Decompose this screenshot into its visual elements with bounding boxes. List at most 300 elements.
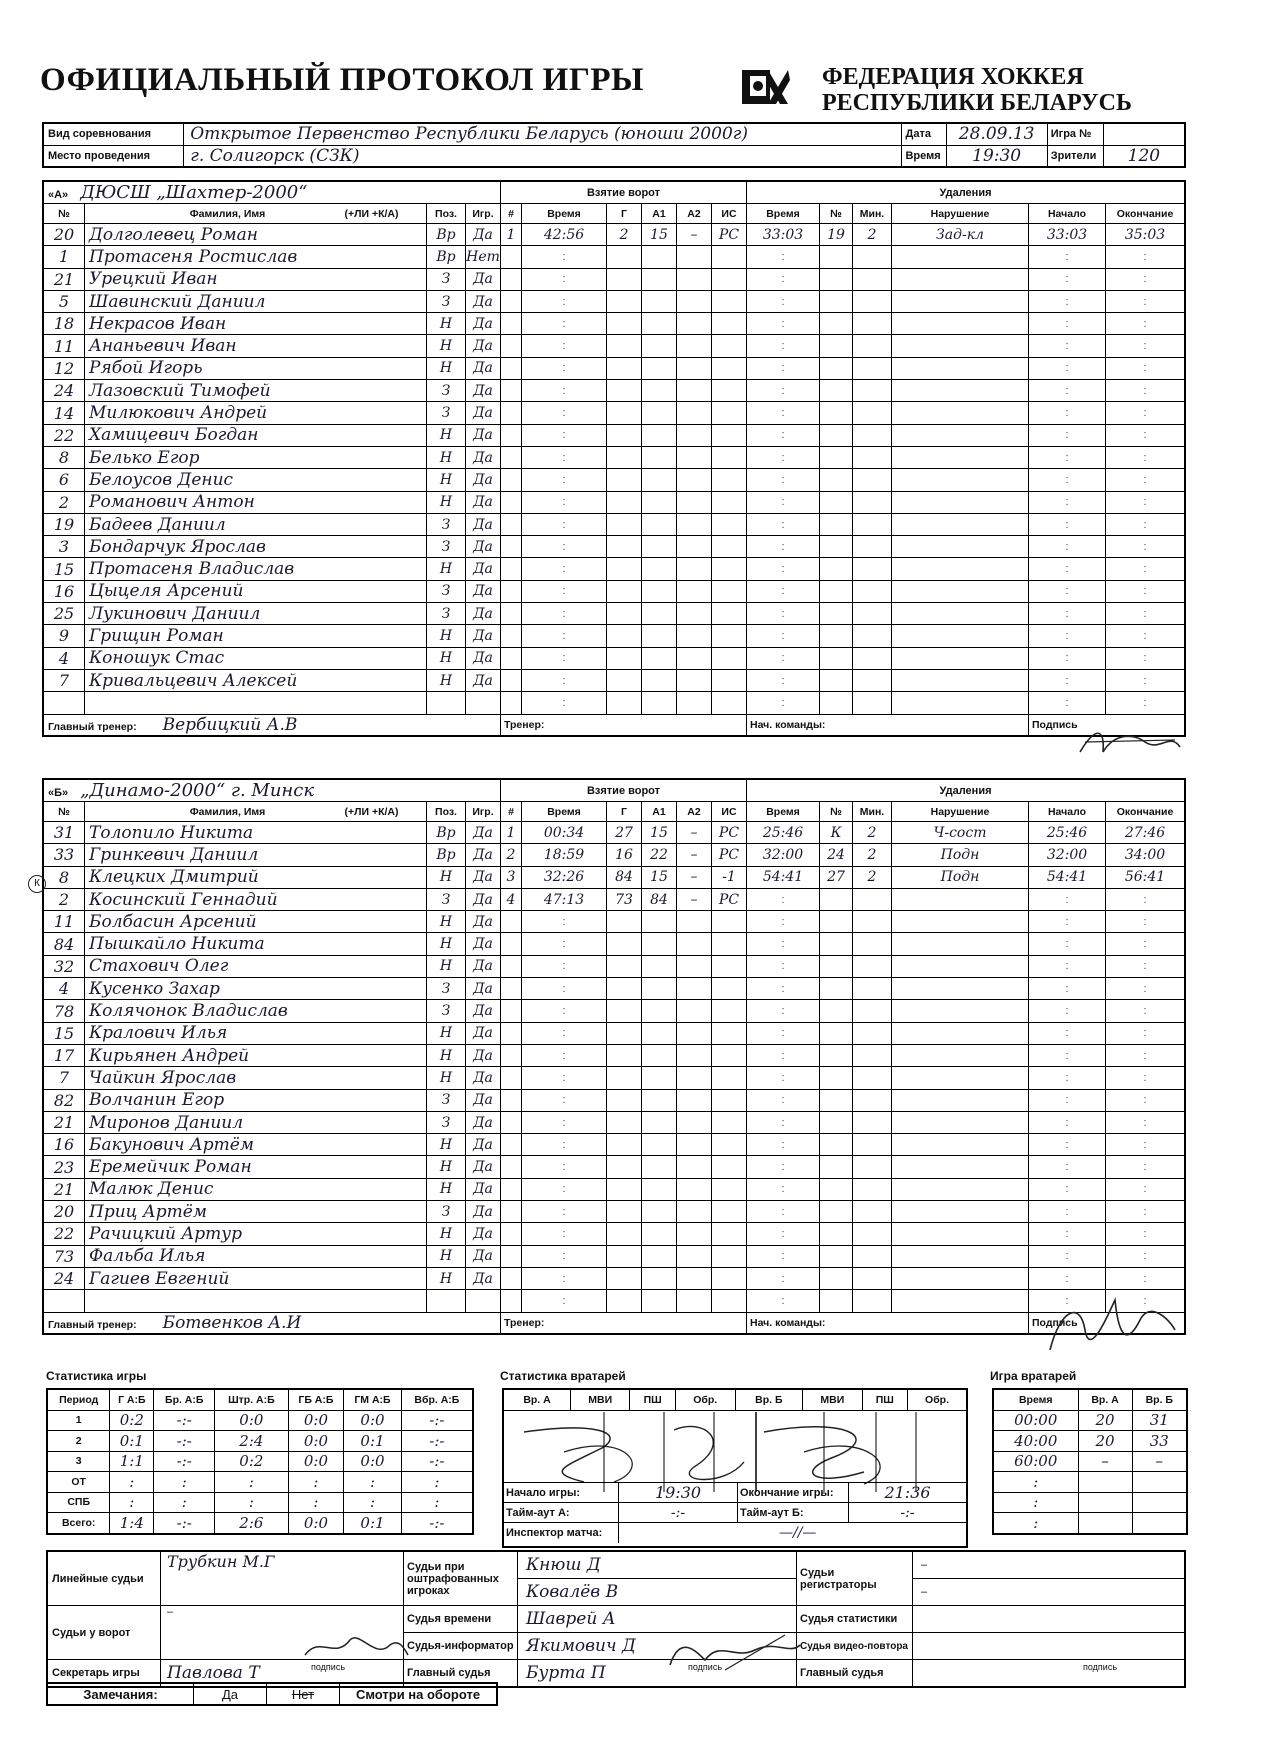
team_b-col-pos: Поз. — [427, 802, 466, 822]
goalie-play-row — [993, 1410, 1187, 1431]
player-name: Волчанин Егор — [85, 1089, 427, 1111]
player-number: 73 — [43, 1245, 85, 1267]
player-number: 31 — [43, 822, 85, 844]
player-played: Да — [466, 335, 501, 357]
goal-is — [712, 1290, 747, 1312]
game-stats-cell: СПБ — [47, 1492, 110, 1513]
goalie-stats-header: Вр. А — [504, 1390, 571, 1410]
game-stats-cell: 2:4 — [215, 1431, 288, 1452]
player-position — [427, 1290, 466, 1312]
protocol-title: ОФИЦИАЛЬНЫЙ ПРОТОКОЛ ИГРЫ — [40, 62, 644, 98]
penalty-start: : — [1029, 246, 1106, 268]
secretary-sign-label: подпись — [311, 1662, 346, 1672]
goal-time: 32:26 — [522, 866, 607, 888]
goal-a1 — [642, 1201, 677, 1223]
goal-is: РС — [712, 844, 747, 866]
game-stats-cell: : — [154, 1492, 215, 1513]
goal-is — [712, 1223, 747, 1245]
player-position: Н — [427, 669, 466, 691]
goal-idx — [501, 290, 522, 312]
player-name: Шавинский Даниил — [85, 290, 427, 312]
player-played: Да — [466, 1022, 501, 1044]
stats-judge-label: Судья статистики — [797, 1606, 913, 1633]
player-number: 15 — [43, 1022, 85, 1044]
date-label: Дата — [902, 123, 946, 145]
competition-value: Открытое Первенство Республики Беларусь (юноши 2000г) — [184, 123, 902, 145]
goal-time: : — [522, 513, 607, 535]
penalty-no — [820, 1089, 853, 1111]
goalie-stats-header: Вр. Б — [735, 1390, 803, 1410]
penalty-end: : — [1106, 1134, 1186, 1156]
penalty-end: : — [1106, 290, 1186, 312]
penalty-time: : — [747, 669, 820, 691]
penalty-time: : — [747, 603, 820, 625]
penalty-end: : — [1106, 692, 1186, 714]
player-name: Бакунович Артём — [85, 1134, 427, 1156]
federation-line-2: РЕСПУБЛИКИ БЕЛАРУСЬ — [822, 90, 1132, 116]
penalty-no — [820, 647, 853, 669]
team_b-pen-title: Удаления — [747, 779, 1186, 802]
goal-a2 — [677, 1044, 712, 1066]
goal-g: 27 — [607, 822, 642, 844]
penalty-end: : — [1106, 978, 1186, 1000]
penalty-no — [820, 933, 853, 955]
goal-g — [607, 1134, 642, 1156]
penalty-end: : — [1106, 1223, 1186, 1245]
penalty-start: : — [1029, 446, 1106, 468]
goal-g — [607, 513, 642, 535]
goal-is — [712, 625, 747, 647]
goalie-play-cell: 40:00 — [993, 1431, 1078, 1452]
penalty-start: : — [1029, 603, 1106, 625]
goal-a2 — [677, 1067, 712, 1089]
player-played: Да — [466, 603, 501, 625]
penalty-min — [853, 888, 892, 910]
player-name — [85, 1290, 427, 1312]
goal-idx — [501, 955, 522, 977]
team_b-col-p-foul: Нарушение — [892, 802, 1029, 822]
team_a-col-p-time: Время — [747, 204, 820, 224]
team_a-row — [43, 246, 1185, 268]
goalie-play-row — [993, 1451, 1187, 1472]
goal-g — [607, 357, 642, 379]
penalty-min — [853, 1267, 892, 1289]
penalty-time: : — [747, 1000, 820, 1022]
goal-time: : — [522, 625, 607, 647]
goal-idx — [501, 603, 522, 625]
goal-a1 — [642, 469, 677, 491]
goal-a1 — [642, 669, 677, 691]
goal-idx — [501, 692, 522, 714]
player-name: Романович Антон — [85, 491, 427, 513]
team_b-marker: «Б» — [48, 787, 69, 799]
penalty-foul — [892, 313, 1029, 335]
game-stats-cell: 2:6 — [215, 1513, 288, 1534]
penalty-time: : — [747, 1134, 820, 1156]
team_b-col-g-g: Г — [607, 802, 642, 822]
penalty-time: : — [747, 911, 820, 933]
penalty-no — [820, 1267, 853, 1289]
player-name: Кусенко Захар — [85, 978, 427, 1000]
penalty-end: : — [1106, 491, 1186, 513]
player-position: З — [427, 888, 466, 910]
team_b-row — [43, 978, 1185, 1000]
goal-g — [607, 491, 642, 513]
start-value: 19:30 — [619, 1483, 738, 1503]
goal-a2 — [677, 424, 712, 446]
game-stats-cell: 2 — [47, 1431, 110, 1452]
penalty-foul — [892, 1134, 1029, 1156]
team_b-head-coach: Ботвенков А.И — [162, 1312, 302, 1333]
referee-value: Бурта П — [526, 1663, 606, 1683]
goal-idx — [501, 1044, 522, 1066]
player-name — [85, 692, 427, 714]
goal-g — [607, 1178, 642, 1200]
penalty-foul — [892, 380, 1029, 402]
game-stats-cell: 0:0 — [215, 1410, 288, 1431]
goal-g — [607, 978, 642, 1000]
goal-idx — [501, 1156, 522, 1178]
penalty-start: : — [1029, 1022, 1106, 1044]
game-stats-cell: 0:1 — [344, 1431, 402, 1452]
goal-idx — [501, 1178, 522, 1200]
penalty-min — [853, 469, 892, 491]
goal-a2 — [677, 1201, 712, 1223]
team_a-row — [43, 446, 1185, 468]
penalty-start: : — [1029, 536, 1106, 558]
registrars-value-1: – — [913, 1551, 1186, 1579]
penalty-no — [820, 1290, 853, 1312]
penalty-start: : — [1029, 1290, 1106, 1312]
penalty-start: : — [1029, 955, 1106, 977]
penalty-time: : — [747, 1245, 820, 1267]
player-position: Н — [427, 446, 466, 468]
penalty-start: : — [1029, 491, 1106, 513]
penalty-no — [820, 1067, 853, 1089]
goal-time: : — [522, 268, 607, 290]
goal-is — [712, 1178, 747, 1200]
player-name: Гагиев Евгений — [85, 1267, 427, 1289]
goal-g — [607, 446, 642, 468]
remarks-no[interactable]: Нет — [267, 1683, 340, 1705]
goal-time: : — [522, 1156, 607, 1178]
game-stats-cell: 0:0 — [344, 1451, 402, 1472]
goal-idx — [501, 669, 522, 691]
penalty-foul: Подн — [892, 844, 1029, 866]
penalty-start: : — [1029, 978, 1106, 1000]
player-position: З — [427, 1089, 466, 1111]
goal-a2 — [677, 692, 712, 714]
venue-value: г. Солигорск (СЗК) — [184, 145, 902, 167]
penalty-no — [820, 1044, 853, 1066]
game-stats-header: Бр. А:Б — [154, 1389, 215, 1410]
penalty-foul — [892, 402, 1029, 424]
team_a-row — [43, 536, 1185, 558]
goal-a2 — [677, 625, 712, 647]
player-position: Вр — [427, 844, 466, 866]
goal-a1 — [642, 313, 677, 335]
player-name: Урецкий Иван — [85, 268, 427, 290]
game-stats-cell: 1:1 — [110, 1451, 154, 1472]
penalty-time: 33:03 — [747, 224, 820, 246]
player-number: 17 — [43, 1044, 85, 1066]
penalty-time: : — [747, 1156, 820, 1178]
goal-g — [607, 1290, 642, 1312]
penalty-no: 24 — [820, 844, 853, 866]
penalty-start: : — [1029, 335, 1106, 357]
player-name: Грищин Роман — [85, 625, 427, 647]
player-name: Лазовский Тимофей — [85, 380, 427, 402]
goal-is — [712, 1245, 747, 1267]
federation-logo — [740, 66, 790, 108]
goalie-play-cell: : — [993, 1513, 1078, 1534]
goalie-play-cell: – — [1132, 1451, 1187, 1472]
team_a-row — [43, 313, 1185, 335]
player-name: Колячонок Владислав — [85, 1000, 427, 1022]
game-stats-cell: : — [401, 1492, 473, 1513]
penalty-time: : — [747, 1089, 820, 1111]
penalty-no — [820, 1223, 853, 1245]
penalty-min — [853, 290, 892, 312]
team_b-sign-label: Подпись — [1029, 1312, 1186, 1334]
player-name: Болбасин Арсений — [85, 911, 427, 933]
player-position: Н — [427, 1067, 466, 1089]
penalty-end: : — [1106, 402, 1186, 424]
player-position: Н — [427, 357, 466, 379]
goal-time: : — [522, 424, 607, 446]
team_b-head-coach-cell — [43, 1312, 501, 1334]
penalty-time: : — [747, 1223, 820, 1245]
goal-is — [712, 513, 747, 535]
penalty-foul — [892, 669, 1029, 691]
penalty-end: : — [1106, 911, 1186, 933]
goal-idx: 2 — [501, 844, 522, 866]
penalty-foul — [892, 1022, 1029, 1044]
team_a-goals-title: Взятие ворот — [501, 181, 747, 204]
goal-idx — [501, 625, 522, 647]
game-stats-cell: : — [344, 1472, 402, 1493]
player-position: З — [427, 1000, 466, 1022]
game-stats-title: Статистика игры — [46, 1369, 147, 1383]
penalty-foul — [892, 1178, 1029, 1200]
game-stats-cell: -:- — [154, 1451, 215, 1472]
goalie-play-cell — [1078, 1513, 1132, 1534]
penalty-time: : — [747, 1022, 820, 1044]
player-played: Да — [466, 1156, 501, 1178]
goal-time: : — [522, 1267, 607, 1289]
team_a-name-cell — [43, 181, 501, 204]
penalty-time: 25:46 — [747, 822, 820, 844]
goal-a2 — [677, 536, 712, 558]
goal-is — [712, 335, 747, 357]
penalty-end: : — [1106, 955, 1186, 977]
game-stats-cell: -:- — [401, 1410, 473, 1431]
goalie-play-row — [993, 1513, 1187, 1534]
goal-g — [607, 558, 642, 580]
goal-time: 18:59 — [522, 844, 607, 866]
team_b-row — [43, 1134, 1185, 1156]
penalty-end: : — [1106, 1178, 1186, 1200]
goalie-stats-footer — [504, 1482, 966, 1543]
goal-is: РС — [712, 822, 747, 844]
goal-a2 — [677, 647, 712, 669]
goal-g: 2 — [607, 224, 642, 246]
penalty-box-value-2: Ковалёв В — [518, 1579, 797, 1606]
goal-idx — [501, 268, 522, 290]
federation-line-1: ФЕДЕРАЦИЯ ХОККЕЯ — [822, 64, 1084, 90]
goal-time: : — [522, 1022, 607, 1044]
team-b-section — [42, 778, 1186, 1335]
player-number: 8 — [43, 866, 85, 888]
penalty-foul — [892, 446, 1029, 468]
player-played: Да — [466, 558, 501, 580]
game-no-label: Игра № — [1047, 123, 1103, 145]
team_b-row — [43, 1290, 1185, 1312]
goal-idx — [501, 911, 522, 933]
game-stats-header: ГМ А:Б — [344, 1389, 402, 1410]
goal-a1 — [642, 290, 677, 312]
penalty-foul — [892, 246, 1029, 268]
goal-time: : — [522, 692, 607, 714]
remarks-yes[interactable]: Да — [194, 1683, 267, 1705]
goal-a2 — [677, 1178, 712, 1200]
player-played: Да — [466, 380, 501, 402]
penalty-end: : — [1106, 603, 1186, 625]
penalty-time: : — [747, 536, 820, 558]
goal-a1 — [642, 955, 677, 977]
penalty-foul — [892, 1067, 1029, 1089]
goal-g: 73 — [607, 888, 642, 910]
team_b-name-cell — [43, 779, 501, 802]
penalty-min — [853, 1223, 892, 1245]
penalty-no — [820, 313, 853, 335]
penalty-time: 32:00 — [747, 844, 820, 866]
secretary-signature — [300, 1630, 410, 1665]
player-played: Да — [466, 888, 501, 910]
player-position: Н — [427, 558, 466, 580]
penalty-foul: Ч-сост — [892, 822, 1029, 844]
penalty-start: : — [1029, 290, 1106, 312]
goal-a1 — [642, 513, 677, 535]
goal-time: : — [522, 380, 607, 402]
game-stats-cell: -:- — [154, 1410, 215, 1431]
player-played: Нет — [466, 246, 501, 268]
goal-idx — [501, 1022, 522, 1044]
goal-a1 — [642, 424, 677, 446]
goal-is — [712, 669, 747, 691]
team_a-col-no: № — [43, 204, 85, 224]
goal-a2 — [677, 558, 712, 580]
penalty-end: 27:46 — [1106, 822, 1186, 844]
penalty-foul — [892, 469, 1029, 491]
goal-a1 — [642, 580, 677, 602]
goal-idx: 4 — [501, 888, 522, 910]
goal-time: : — [522, 955, 607, 977]
goal-is — [712, 933, 747, 955]
player-name: Бадеев Даниил — [85, 513, 427, 535]
team_a-head-coach-label: Главный тренер: — [48, 720, 137, 733]
player-number: 84 — [43, 933, 85, 955]
player-number: 25 — [43, 603, 85, 625]
penalty-start: : — [1029, 313, 1106, 335]
team_a-col-g-idx: # — [501, 204, 522, 224]
goalie-stats-header: МВИ — [571, 1390, 630, 1410]
goal-g — [607, 246, 642, 268]
goal-time: : — [522, 933, 607, 955]
penalty-start: : — [1029, 911, 1106, 933]
penalty-time: : — [747, 625, 820, 647]
goal-g — [607, 955, 642, 977]
goal-time: : — [522, 1067, 607, 1089]
penalty-no — [820, 888, 853, 910]
team_a-col-g-time: Время — [522, 204, 607, 224]
remarks-see-back: Смотри на обороте — [340, 1683, 498, 1705]
player-played: Да — [466, 1089, 501, 1111]
penalty-min — [853, 978, 892, 1000]
team_b-row — [43, 911, 1185, 933]
penalty-end: : — [1106, 469, 1186, 491]
goal-idx — [501, 580, 522, 602]
goal-a1: 15 — [642, 224, 677, 246]
goal-idx: 1 — [501, 224, 522, 246]
referee-signature — [665, 1630, 805, 1675]
game-stats-table — [46, 1388, 474, 1535]
game-stats-cell: : — [110, 1492, 154, 1513]
penalty-time: 54:41 — [747, 866, 820, 888]
goal-a2 — [677, 1089, 712, 1111]
penalty-start: : — [1029, 580, 1106, 602]
player-name: Долголевец Роман — [85, 224, 427, 246]
goal-a1 — [642, 446, 677, 468]
penalty-start: : — [1029, 1223, 1106, 1245]
team_a-row — [43, 513, 1185, 535]
penalty-no — [820, 978, 853, 1000]
player-number: 8 — [43, 446, 85, 468]
goal-a1 — [642, 1245, 677, 1267]
penalty-foul — [892, 1044, 1029, 1066]
goal-is — [712, 1156, 747, 1178]
goal-is — [712, 1022, 747, 1044]
spectators-value: 120 — [1103, 145, 1185, 167]
goal-g — [607, 647, 642, 669]
goal-judges-value: – — [161, 1606, 404, 1660]
team_b-col-played: Игр. — [466, 802, 501, 822]
penalty-start: : — [1029, 558, 1106, 580]
player-position: З — [427, 1201, 466, 1223]
team_a-row — [43, 558, 1185, 580]
goal-g: 84 — [607, 866, 642, 888]
goal-a2 — [677, 335, 712, 357]
team_a-table — [42, 180, 1186, 737]
penalty-start: : — [1029, 1089, 1106, 1111]
penalty-foul: Зад-кл — [892, 224, 1029, 246]
penalty-min — [853, 1245, 892, 1267]
player-played: Да — [466, 290, 501, 312]
player-number: 12 — [43, 357, 85, 379]
player-name: Стахович Олег — [85, 955, 427, 977]
penalty-foul — [892, 335, 1029, 357]
goal-a1 — [642, 1067, 677, 1089]
penalty-end: : — [1106, 357, 1186, 379]
penalty-min — [853, 246, 892, 268]
goal-a2 — [677, 1245, 712, 1267]
player-name: Гринкевич Даниил — [85, 844, 427, 866]
player-number: 4 — [43, 978, 85, 1000]
team_b-row — [43, 1111, 1185, 1133]
player-played: Да — [466, 1223, 501, 1245]
penalty-time: : — [747, 313, 820, 335]
goal-time: : — [522, 558, 607, 580]
